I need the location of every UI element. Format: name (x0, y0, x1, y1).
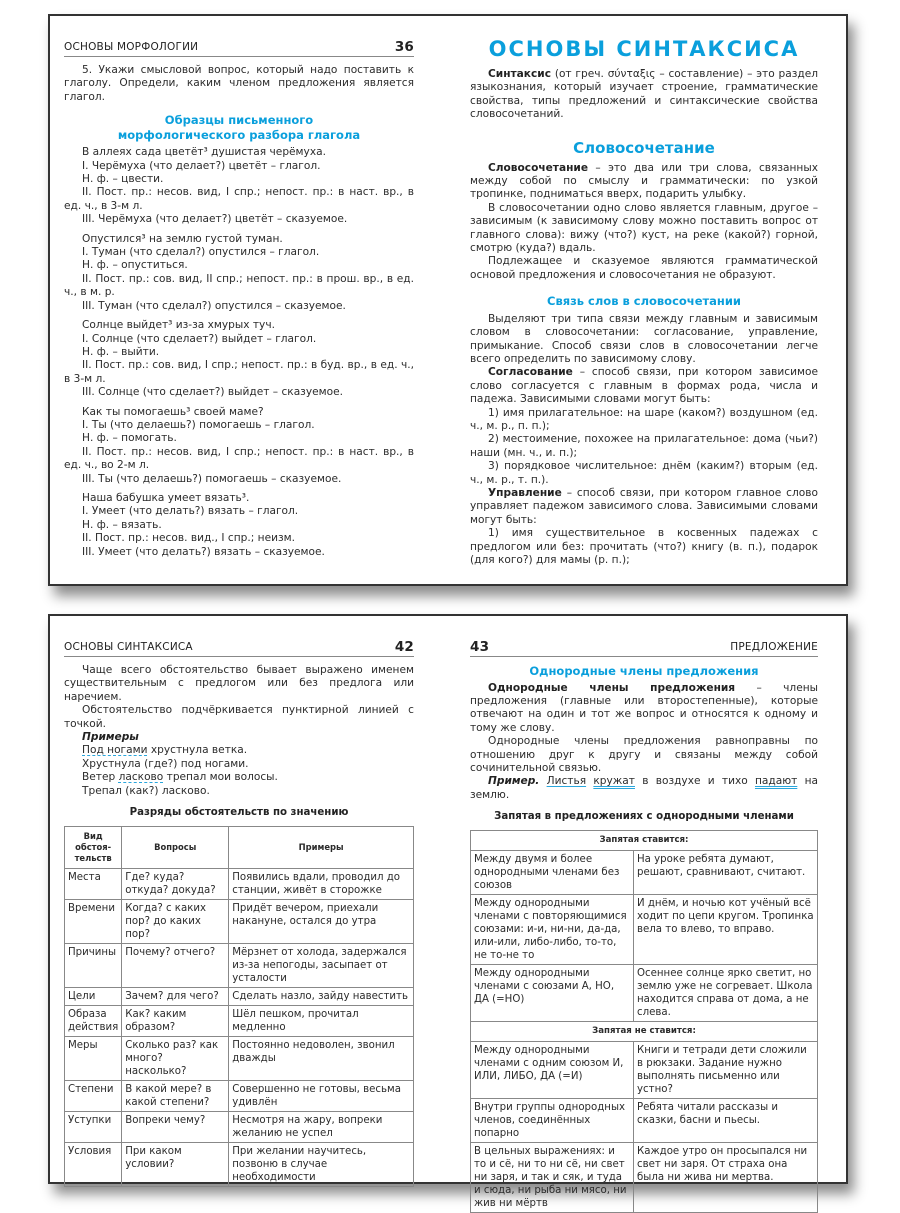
parse-line: Н. ф. – опуститься. (82, 259, 188, 272)
examples-label: Примеры (82, 731, 139, 744)
parse-line: I. Солнце (что сделает?) выйдет – глагол. (82, 332, 317, 345)
example-cell: Книги и тетради дети сложили в рюкзаки. Задание нужно выполнять письменно или устно? (634, 1041, 818, 1098)
example-sentence: Опустился³ на землю густой туман. (82, 232, 283, 245)
parse-line: II. Пост. пр.: несов. вид, I спр.; непост. пр.: в наст. вр., в ед. ч., в 3-м л. (64, 186, 414, 212)
running-title: ОСНОВЫ МОРФОЛОГИИ (64, 41, 199, 53)
examples-cell: При желании научитесь, позвоню в случае необходимости (229, 1143, 414, 1187)
parse-line: I. Туман (что сделал?) опустился – глагол. (82, 246, 320, 259)
parse-line: III. Ты (что делаешь?) помогаешь – сказуемое. (82, 472, 342, 485)
table-row (65, 1081, 414, 1112)
adverbial-type-cell: Условия (65, 1143, 122, 1187)
questions-cell: Зачем? для чего? (122, 988, 229, 1006)
homogeneous-paragraph-2: Однородные члены предложения равноправны по отношению друг к другу и связаны между собой сочинительной связью. (470, 735, 818, 774)
example-line: Хрустнула (где?) под ногами. (82, 757, 249, 770)
parse-line: III. Солнце (что сделает?) выйдет – сказуемое. (82, 386, 343, 399)
example-cell: И днём, и ночью кот учёный всё ходит по цепи кругом. Тропинка вела то влево, то вправо. (634, 894, 818, 964)
example-sentence: Солнце выйдет³ из-за хмурых туч. (82, 319, 275, 332)
task-text: 5. Укажи смысловой вопрос, который надо поставить к глаголу. Определи, каким членом предложения является глагол. (64, 64, 414, 103)
questions-cell: В какой мере? в какой степени? (122, 1081, 229, 1112)
adverbial-type-cell: Меры (65, 1037, 122, 1081)
table-row (471, 1098, 818, 1142)
table-row (65, 944, 414, 988)
adverbial-type-cell: Цели (65, 988, 122, 1006)
page-37 (470, 16, 818, 584)
running-title: ОСНОВЫ СИНТАКСИСА (64, 641, 193, 653)
heading-word-links: Связь слов в словосочетании (547, 294, 741, 309)
parse-example (64, 146, 414, 226)
homogeneous-definition: Однородные члены предложения – члены предложения (главные или второстепенные), которые отвечают на один и тот же вопрос и относятся к одному и тому же слову. (470, 681, 819, 734)
table-row (471, 964, 818, 1021)
examples-cell: Мёрзнет от холода, задержался из-за непогоды, засыпает от усталости (229, 944, 414, 988)
table-row (65, 1112, 414, 1143)
questions-cell: Как? каким образом? (122, 1006, 229, 1037)
example-cell: Ребята читали рассказы и сказки, басни и пьесы. (634, 1098, 818, 1142)
examples-cell: Появились вдали, проводил до станции, живёт в сторожке (229, 869, 414, 900)
rule-cell: Между однородными членами с союзами А, НО, ДА (=НО) (471, 964, 634, 1021)
list-item: 3) порядковое числительное: днём (каким?) вторым (ед. ч., м. р., т. п.). (470, 460, 818, 486)
parse-line: III. Туман (что сделал?) опустился – сказуемое. (82, 299, 346, 312)
government-definition: Управление – способ связи, при котором главное слово управляет падежом зависимого слова. Зависимыми словами могут быть: (470, 487, 818, 526)
rule-cell: Между однородными членами с повторяющимися союзами: и-и, ни-ни, да-да, или-или, либо-либо, то-то, не то-не то (471, 894, 634, 964)
page-number: 43 (470, 639, 490, 655)
example-cell: Осеннее солнце ярко светит, но землю уже не согревает. Школа находится справа от дома, а не слева. (634, 964, 818, 1021)
column-header: Вид обстоя-тельств (65, 827, 122, 869)
questions-cell: Почему? отчего? (122, 944, 229, 988)
parse-line: II. Пост. пр.: сов. вид, II спр.; непост. пр.: в прош. вр., в ед. ч., в м. р. (64, 272, 414, 299)
phrase-paragraph-3: Подлежащее и сказуемое являются грамматической основой предложения и словосочетания не образуют. (470, 255, 818, 281)
examples-cell: Сделать назло, зайду навестить (229, 988, 414, 1006)
syntax-definition: Синтаксис (от греч. σύνταξις – составление) – это раздел языкознания, который изучает строение, грамматические свойства, типы предложений и синтаксические свойства словосочетаний. (470, 68, 818, 121)
parse-line: Н. ф. – цвести. (82, 173, 164, 186)
table-row (65, 869, 414, 900)
parse-example (64, 492, 414, 559)
running-header (64, 638, 414, 657)
table-row (65, 900, 414, 944)
table-row (65, 1037, 414, 1081)
parse-line: II. Пост. пр.: сов. вид, I спр.; непост. пр.: в буд. вр., в ед. ч., в 3-м л. (64, 359, 414, 385)
page-42 (64, 616, 414, 1182)
list-item: 1) имя прилагательное: на шаре (каком?) воздушном (ед. ч., м. р., п. п.); (470, 406, 818, 433)
parse-example (64, 406, 414, 486)
questions-cell: Сколько раз? как много? насколько? (122, 1037, 229, 1081)
rule-cell: В цельных выражениях: и то и сё, ни то ни сё, ни свет ни заря, и так и сяк, и туда и сюда, ни рыба ни мясо, ни жив ни мёртв (471, 1142, 634, 1212)
example-sentence: Как ты помогаешь³ своей маме? (82, 405, 264, 418)
rule-cell: Между двумя и более однородными членами без союзов (471, 850, 634, 894)
example-sentence: Пример. Листья кружат в воздухе и тихо падают на землю. (470, 775, 818, 801)
page-body (470, 36, 818, 568)
adverbial-paragraph-1: Чаще всего обстоятельство бывает выражено именем существительным с предлогом или без предлога или наречием. (64, 664, 414, 703)
examples-cell: Придёт вечером, приехали накануне, остался до утра (229, 900, 414, 944)
book-spread-pages-36-37 (48, 14, 848, 586)
table-row (471, 850, 818, 894)
table-header-row (65, 827, 414, 869)
example-line: Под ногами хрустнула ветка. (82, 744, 248, 757)
page-body (64, 664, 414, 1187)
adverbial-type-cell: Места (65, 869, 122, 900)
page-body (470, 664, 818, 1213)
parse-line: III. Черёмуха (что делает?) цветёт – сказуемое. (82, 213, 348, 226)
table-group-header (471, 1021, 818, 1041)
table-group-header (471, 830, 818, 850)
examples-cell: Постоянно недоволен, звонил дважды (229, 1037, 414, 1081)
parse-example (64, 319, 414, 399)
parse-line: II. Пост. пр.: несов. вид., I спр.; неизм. (82, 532, 295, 545)
adverbial-type-cell: Степени (65, 1081, 122, 1112)
adverbial-type-cell: Уступки (65, 1112, 122, 1143)
phrase-paragraph-2: В словосочетании одно слово является главным, другое – зависимым (к зависимому слову можно поставить вопрос от главного слова): вижу (что?) куст, на реке (какой?) горной, смотрю (куда?) вдаль. (470, 201, 818, 255)
questions-cell: Где? куда? откуда? докуда? (122, 869, 229, 900)
running-header (64, 38, 414, 57)
agreement-definition: Согласование – способ связи, при котором зависимое слово согласуется с главным в формах рода, числа и падежа. Зависимыми словами могут быть: (470, 366, 818, 406)
adverbial-types-table (64, 826, 414, 1187)
questions-cell: При каком условии? (122, 1143, 229, 1187)
adverbial-type-cell: Времени (65, 900, 122, 944)
section-heading: Однородные члены предложения (529, 664, 759, 678)
example-line: Ветер ласково трепал мои волосы. (82, 771, 278, 784)
parse-line: II. Пост. пр.: несов. вид, I спр.; непост. пр.: в наст. вр., в ед. ч., во 2-м л. (64, 445, 414, 472)
page-body (64, 64, 414, 559)
page-43 (470, 616, 819, 1209)
list-item: 1) имя существительное в косвенных падежах с предлогом или без: прочитать (что?) книгу (в. п.), подарок (для кого?) для мамы (р. п.); (470, 527, 818, 567)
adverbial-paragraph-2: Обстоятельство подчёркивается пунктирной линией с точкой. (64, 704, 414, 730)
column-header: Примеры (229, 827, 414, 869)
parse-line: I. Ты (что делаешь?) помогаешь – глагол. (82, 418, 315, 431)
table-title: Запятая в предложениях с однородными членами (494, 811, 794, 823)
example-sentence: Наша бабушка умеет вязать³. (82, 491, 250, 504)
column-header: Вопросы (122, 827, 229, 869)
page-36 (64, 16, 414, 584)
parse-line: Н. ф. – выйти. (82, 345, 160, 358)
questions-cell: Когда? с каких пор? до каких пор? (122, 900, 229, 944)
table-row (65, 1006, 414, 1037)
table-row (65, 988, 414, 1006)
example-sentence: В аллеях сада цветёт³ душистая черёмуха. (82, 146, 326, 159)
phrase-definition: Словосочетание – это два или три слова, связанных между собой по смыслу и грамматически: по узкой тропинке, подниматься вверх, подарить улыбку. (470, 161, 818, 201)
example-cell: На уроке ребята думают, решают, сравнивают, считают. (634, 850, 818, 894)
links-paragraph: Выделяют три типа связи между главным и зависимым словом в словосочетании: согласование, управление, примыкание. Способ связи слов в словосочетании легче всего определить по зависимому слову. (470, 312, 818, 365)
page-number: 36 (394, 39, 414, 55)
example-cell: Каждое утро он просыпался ни свет ни заря. От страха она была ни жива ни мертва. (634, 1142, 818, 1212)
heading-phrase: Словосочетание (573, 138, 715, 157)
book-spread-pages-42-43 (48, 614, 848, 1209)
examples-cell: Шёл пешком, прочитал медленно (229, 1006, 414, 1037)
comma-rules-table (470, 830, 818, 1213)
running-header (470, 638, 818, 657)
running-title: ПРЕДЛОЖЕНИЕ (730, 641, 818, 653)
section-heading: Образцы письменного морфологического разбора глагола (117, 113, 361, 142)
group-label: Запятая не ставится: (471, 1021, 818, 1041)
parse-line: III. Умеет (что делать?) вязать – сказуемое. (82, 545, 325, 558)
table-title: Разряды обстоятельств по значению (129, 807, 349, 819)
agreement-items (470, 407, 818, 487)
table-row (471, 894, 818, 964)
chapter-title: ОСНОВЫ СИНТАКСИСА (488, 37, 800, 61)
parse-line: I. Черёмуха (что делает?) цветёт – глагол. (82, 159, 321, 172)
parse-example (64, 233, 414, 313)
table-row (65, 1143, 414, 1187)
adverbial-type-cell: Образа действия (65, 1006, 122, 1037)
questions-cell: Вопреки чему? (122, 1112, 229, 1143)
parse-line: Н. ф. – вязать. (82, 518, 162, 531)
list-item: 2) местоимение, похожее на прилагательное: дома (чьи?) наши (мн. ч., и. п.); (470, 433, 818, 459)
adverbial-type-cell: Причины (65, 944, 122, 988)
parse-line: I. Умеет (что делать?) вязать – глагол. (82, 505, 299, 518)
examples-cell: Совершенно не готовы, весьма удивлён (229, 1081, 414, 1112)
parse-line: Н. ф. – помогать. (82, 432, 177, 445)
example-line: Трепал (как?) ласково. (82, 784, 210, 797)
page-number: 42 (394, 639, 414, 655)
table-row (471, 1142, 818, 1212)
group-label: Запятая ставится: (471, 830, 818, 850)
table-row (471, 1041, 818, 1098)
examples-cell: Несмотря на жару, вопреки желанию не успел (229, 1112, 414, 1143)
rule-cell: Между однородными членами с одним союзом И, ИЛИ, ЛИБО, ДА (=И) (471, 1041, 634, 1098)
rule-cell: Внутри группы однородных членов, соединённых попарно (471, 1098, 634, 1142)
morphology-examples (64, 146, 414, 559)
